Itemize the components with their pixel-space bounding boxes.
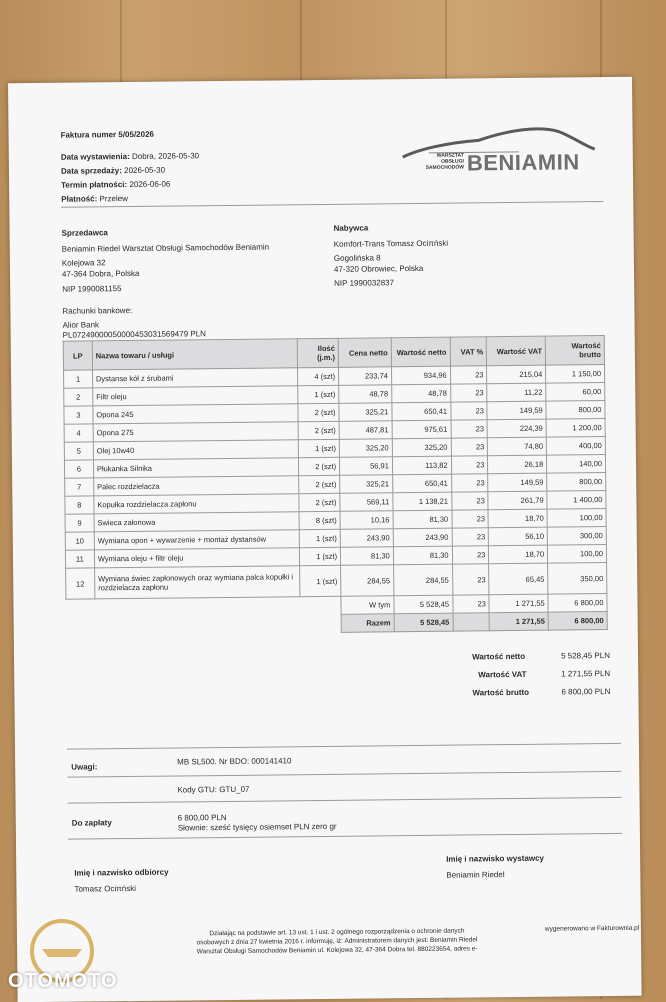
seller-heading: Sprzedawca [61, 228, 108, 238]
total-vat-value: 1 271,55 PLN [561, 668, 611, 679]
wtym-row: W tym 5 528,45 23 1 271,55 6 800,00 [66, 594, 607, 618]
col-net: Wartość netto [391, 337, 450, 367]
table-row: 3 Opona 245 2 (szt) 325,21 650,41 23 149,59 800,00 [64, 401, 605, 425]
buyer-nip: NIP 1990032837 [334, 278, 395, 288]
buyer-name: Komfort-Trans Tomasz Ociπński [333, 238, 449, 249]
total-vat-label: Wartość VAT [478, 669, 527, 680]
buyer-street: Gogolińska 8 [333, 253, 381, 263]
table-row: 1 Dystanse kół z śrubami 4 (szt) 233,74 934,96 23 215,04 1 150,00 [64, 365, 605, 389]
total-net-label: Wartość netto [472, 651, 526, 662]
table-row: 10 Wymiana opon + wywarzenie + montaż dystansów 1 (szt) 243,90 243,90 23 56,10 300,00 [65, 527, 606, 551]
company-logo: WARSZTAT OBSŁUGI SAMOCHODÓW BENIAMIN [398, 121, 599, 193]
receiver-label: Imię i nazwisko odbiorcy [74, 867, 169, 878]
gdpr-footer: Działając na podstawie art. 13 ust. 1 i ust. 2 ogólnego rozporządzenia o ochronie danych osobowych z dnia 27 kwietnia 2016 r. informuję, iż: Administratorem danych jest: Beniamin Riedel Warsztat Obsługi Samochodów Beniamin ul. Kolejowa 32, 47-364 Dobra tel. 880223654, adres e- [196, 927, 478, 956]
bank-name: Alior Bank [62, 320, 100, 330]
due-date-row: Termin płatności: 2026-06-06 [61, 179, 171, 190]
table-row: 9 Swieca załonowa 8 (szt) 10,16 81,30 23 18,70 100,00 [65, 509, 606, 533]
issuer-label: Imię i nazwisko wystawcy [446, 853, 545, 864]
bank-account: PL07249000050000453031569479 PLN [62, 329, 206, 340]
bank-heading: Rachunki bankowe: [62, 305, 133, 316]
col-gross: Wartość brutto [545, 336, 604, 366]
total-gross-label: Wartość brutto [472, 687, 530, 698]
receiver-name: Tomasz Ociπński [74, 883, 137, 894]
payment-row: Płatność: Przelew [61, 194, 128, 204]
seller-city: 47-364 Dobra, Polska [61, 268, 140, 279]
buyer-heading: Nabywca [333, 223, 369, 233]
seller-street: Kolejowa 32 [61, 258, 106, 268]
table-row: 6 Płukanka Silnika 2 (szt) 56,91 113,82 23 26,18 140,00 [64, 455, 605, 479]
col-qty: Ilość (j.m.) [297, 338, 338, 367]
seller-name: Beniamin Riedel Warsztat Obsługi Samochodów Beniamin [61, 242, 270, 254]
uwagi-label: Uwagi: [71, 762, 98, 772]
otomoto-watermark: OTOMOTO [8, 970, 118, 992]
total-gross-value: 6 800,00 PLN [561, 686, 611, 697]
sale-date-row: Data sprzedaży: 2026-05-30 [60, 165, 166, 176]
items-table [63, 335, 608, 636]
table-row: 5 Olej 10w40 1 (szt) 325,20 325,20 23 74,80 400,00 [64, 437, 605, 461]
invoice-paper [8, 77, 642, 1002]
buyer-city: 47-320 Obrowiec, Polska [333, 263, 424, 274]
total-net-value: 5 528,45 PLN [560, 650, 611, 661]
issue-date-row: Data wystawienia: Dobra, 2026-05-30 [60, 151, 200, 162]
seller-nip: NIP 1990081155 [62, 284, 122, 294]
table-row: 8 Kopułka rozdzielacza zapłonu 2 (szt) 569,11 1 138,21 23 261,79 1 400,00 [65, 491, 606, 515]
amount-in-words: Słownie: sześć tysięcy osiemset PLN zero gr [177, 821, 337, 833]
table-row: 12 Wymiana świec zapłonowych oraz wymiana palca kopułki i rozdzielacza zapłonu 1 (szt) 284,55 284,55 23 65,45 350,00 [66, 563, 607, 600]
logo-name: BENIAMIN [466, 149, 580, 176]
col-vat: Wartość VAT [487, 336, 546, 366]
col-unit-net: Cena netto [338, 338, 391, 368]
table-row: 11 Wymiana oleju + filtr oleju 1 (szt) 81,30 81,30 23 18,70 100,00 [65, 545, 606, 569]
col-name: Nazwa towaru / usługi [92, 339, 298, 370]
table-row: 4 Opona 275 2 (szt) 487,81 975,61 23 224,39 1 200,00 [64, 419, 605, 443]
table-row: 2 Filtr oleju 1 (szt) 48,78 48,78 23 11,22 60,00 [64, 383, 605, 407]
pay-value: 6 800,00 PLN [177, 813, 227, 823]
invoice-number: Faktura numer 5/05/2026 [60, 129, 154, 140]
col-lp: LP [63, 341, 92, 370]
uwagi-value: MB SL500. Nr BDO: 000141410 [177, 756, 292, 767]
razem-row: Razem 5 528,45 1 271,55 6 800,00 [66, 612, 607, 636]
issuer-name: Beniamin Riedel [446, 870, 505, 880]
col-vat-pct: VAT % [450, 337, 487, 366]
table-row: 7 Palec rozdzielacza 2 (szt) 325,21 650,41 23 149,59 800,00 [65, 473, 606, 497]
pay-label: Do zapłaty [71, 818, 112, 828]
gtu-value: Kody GTU: GTU_07 [177, 784, 250, 795]
generated-by: wygenerowano w Fakturownia.pl [544, 924, 640, 933]
